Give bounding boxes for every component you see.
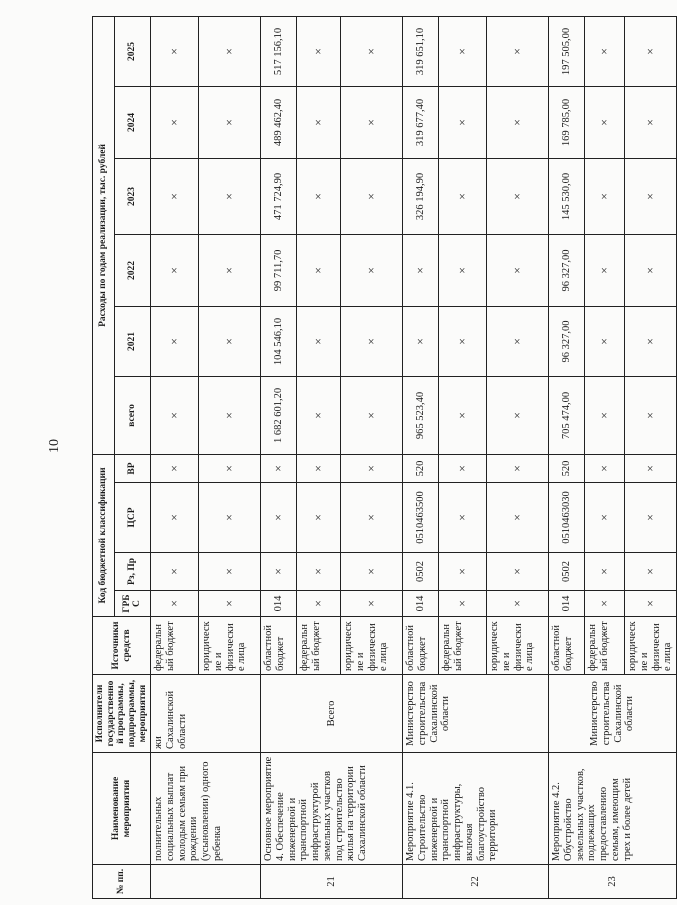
cell-x: × — [151, 483, 199, 553]
col-header-2023: 2023 — [114, 158, 150, 234]
cell-2023: 145 530,00 — [549, 158, 585, 234]
cell-num: 22 — [403, 865, 549, 899]
cell-x: × — [487, 591, 549, 617]
cell-x: × — [341, 454, 403, 482]
cell-source: федеральный бюджет — [151, 617, 199, 675]
cell-x: × — [341, 86, 403, 158]
cell-x: × — [297, 306, 341, 376]
cell-x: × — [261, 454, 297, 482]
cell-num: 23 — [549, 865, 677, 899]
table-row — [151, 16, 199, 898]
cell-source: федеральный бюджет — [585, 617, 625, 675]
table-row — [261, 16, 297, 898]
cell-x: × — [487, 16, 549, 86]
col-header-2025: 2025 — [114, 16, 150, 86]
cell-x: × — [625, 553, 677, 591]
cell-x: × — [199, 158, 261, 234]
cell-x: × — [439, 234, 487, 306]
col-header-kbk: Код бюджетной классификации — [93, 454, 115, 616]
cell-x: × — [199, 483, 261, 553]
cell-x: × — [341, 306, 403, 376]
cell-x: × — [341, 376, 403, 454]
cell-num — [151, 865, 261, 899]
cell-x: × — [585, 306, 625, 376]
cell-executor: Министерство строительства Сахалинской области — [403, 675, 549, 753]
cell-csr: 0510463500 — [403, 483, 439, 553]
cell-x: × — [341, 158, 403, 234]
col-header-csr: ЦСР — [114, 483, 150, 553]
cell-source: федеральный бюджет — [297, 617, 341, 675]
cell-grbs: 014 — [403, 591, 439, 617]
cell-x: × — [403, 234, 439, 306]
col-header-num: № пп. — [93, 865, 151, 899]
cell-x: × — [625, 158, 677, 234]
cell-name: Мероприятие 4.2. Обустройство земельных участков, подлежащих предоставлению семьям, имеющим трех и более детей — [549, 753, 677, 865]
cell-2023: 326 194,90 — [403, 158, 439, 234]
col-header-2024: 2024 — [114, 86, 150, 158]
cell-x: × — [341, 234, 403, 306]
cell-x: × — [403, 306, 439, 376]
col-header-name: Наименование мероприятия — [93, 753, 151, 865]
cell-x: × — [585, 454, 625, 482]
cell-x: × — [487, 306, 549, 376]
col-header-rzpr: Рз, Пр — [114, 553, 150, 591]
cell-x: × — [297, 376, 341, 454]
cell-x: × — [585, 158, 625, 234]
col-header-executor: Исполнители государственной программы, подпрограммы, мероприятия — [93, 675, 151, 753]
cell-x: × — [487, 483, 549, 553]
cell-x: × — [487, 553, 549, 591]
header-row-1 — [93, 16, 115, 898]
cell-x: × — [341, 16, 403, 86]
cell-x: × — [625, 16, 677, 86]
cell-source: юридические и физические лица — [341, 617, 403, 675]
cell-x: × — [625, 483, 677, 553]
cell-x: × — [151, 306, 199, 376]
cell-2023: 471 724,90 — [261, 158, 297, 234]
cell-x: × — [151, 16, 199, 86]
cell-x: × — [341, 483, 403, 553]
cell-x: × — [151, 234, 199, 306]
cell-2021: 96 327,00 — [549, 306, 585, 376]
cell-executor: жи Сахалинской области — [151, 675, 261, 753]
cell-total: 1 682 601,20 — [261, 376, 297, 454]
cell-x: × — [199, 553, 261, 591]
cell-2024: 169 785,00 — [549, 86, 585, 158]
cell-source: федеральный бюджет — [439, 617, 487, 675]
cell-rzpr: 0502 — [403, 553, 439, 591]
cell-executor: Министерство строительства Сахалинской области — [549, 675, 677, 753]
cell-x: × — [297, 591, 341, 617]
col-header-2021: 2021 — [114, 306, 150, 376]
cell-x: × — [297, 158, 341, 234]
cell-x: × — [625, 306, 677, 376]
cell-vr: 520 — [549, 454, 585, 482]
cell-name: Мероприятие 4.1. Строительство инженерной и транспортной инфраструктуры, включая благоустройство территории — [403, 753, 549, 865]
cell-source: областной бюджет — [261, 617, 297, 675]
col-header-total: всего — [114, 376, 150, 454]
col-header-grbs: ГРБС — [114, 591, 150, 617]
cell-source: юридические и физические лица — [199, 617, 261, 675]
cell-x: × — [625, 591, 677, 617]
cell-x: × — [297, 483, 341, 553]
cell-rzpr: 0502 — [549, 553, 585, 591]
cell-csr: 0510463030 — [549, 483, 585, 553]
cell-x: × — [297, 553, 341, 591]
cell-x: × — [261, 553, 297, 591]
cell-x: × — [585, 234, 625, 306]
cell-source: областной бюджет — [403, 617, 439, 675]
table-row — [403, 16, 439, 898]
cell-x: × — [585, 483, 625, 553]
cell-x: × — [625, 86, 677, 158]
cell-x: × — [487, 454, 549, 482]
cell-name: полнительных социальных выплат молодым семьям при рождении (усыновлении) одного ребенка — [151, 753, 261, 865]
cell-x: × — [439, 306, 487, 376]
cell-x: × — [585, 86, 625, 158]
cell-x: × — [151, 454, 199, 482]
cell-2025: 517 156,10 — [261, 16, 297, 86]
cell-2025: 197 505,00 — [549, 16, 585, 86]
cell-grbs: 014 — [261, 591, 297, 617]
cell-x: × — [261, 483, 297, 553]
cell-x: × — [439, 376, 487, 454]
cell-x: × — [439, 158, 487, 234]
cell-name: Основное мероприятие 4. Обеспечение инженерной и транспортной инфраструктурой земельных участков под строительство жилья на территории Сахалинской области — [261, 753, 403, 865]
col-header-expenses: Расходы по годам реализации, тыс. рублей — [93, 16, 115, 454]
budget-table — [92, 16, 677, 899]
cell-num: 21 — [261, 865, 403, 899]
cell-executor: Всего — [261, 675, 403, 753]
cell-x: × — [625, 376, 677, 454]
cell-total: 705 474,00 — [549, 376, 585, 454]
cell-x: × — [151, 158, 199, 234]
cell-x: × — [487, 234, 549, 306]
table-row — [549, 16, 585, 898]
cell-x: × — [297, 454, 341, 482]
cell-x: × — [199, 16, 261, 86]
cell-x: × — [297, 234, 341, 306]
cell-x: × — [585, 553, 625, 591]
cell-x: × — [439, 553, 487, 591]
col-header-source: Источники средств — [93, 617, 151, 675]
cell-2024: 489 462,40 — [261, 86, 297, 158]
cell-grbs: 014 — [549, 591, 585, 617]
cell-x: × — [199, 86, 261, 158]
cell-source: юридические и физические лица — [487, 617, 549, 675]
cell-total: 965 523,40 — [403, 376, 439, 454]
cell-x: × — [151, 86, 199, 158]
cell-x: × — [439, 16, 487, 86]
cell-x: × — [625, 454, 677, 482]
cell-x: × — [487, 158, 549, 234]
col-header-2022: 2022 — [114, 234, 150, 306]
cell-x: × — [625, 234, 677, 306]
cell-vr: 520 — [403, 454, 439, 482]
cell-x: × — [439, 454, 487, 482]
cell-x: × — [341, 591, 403, 617]
cell-x: × — [439, 483, 487, 553]
cell-x: × — [585, 376, 625, 454]
cell-x: × — [439, 591, 487, 617]
cell-x: × — [439, 86, 487, 158]
cell-x: × — [487, 86, 549, 158]
cell-2024: 319 677,40 — [403, 86, 439, 158]
cell-x: × — [341, 553, 403, 591]
page-number: 10 — [47, 439, 62, 453]
cell-x: × — [199, 454, 261, 482]
cell-x: × — [585, 591, 625, 617]
cell-x: × — [297, 16, 341, 86]
cell-x: × — [585, 16, 625, 86]
cell-2021: 104 546,10 — [261, 306, 297, 376]
cell-x: × — [199, 591, 261, 617]
cell-2025: 319 651,10 — [403, 16, 439, 86]
cell-x: × — [199, 234, 261, 306]
cell-2022: 99 711,70 — [261, 234, 297, 306]
col-header-vr: ВР — [114, 454, 150, 482]
cell-x: × — [199, 376, 261, 454]
cell-x: × — [297, 86, 341, 158]
rotated-page — [86, 0, 674, 905]
cell-x: × — [151, 591, 199, 617]
cell-x: × — [199, 306, 261, 376]
cell-x: × — [487, 376, 549, 454]
cell-x: × — [151, 376, 199, 454]
cell-source: юридические и физические лица — [625, 617, 677, 675]
cell-source: областной бюджет — [549, 617, 585, 675]
cell-x: × — [151, 553, 199, 591]
cell-2022: 96 327,00 — [549, 234, 585, 306]
